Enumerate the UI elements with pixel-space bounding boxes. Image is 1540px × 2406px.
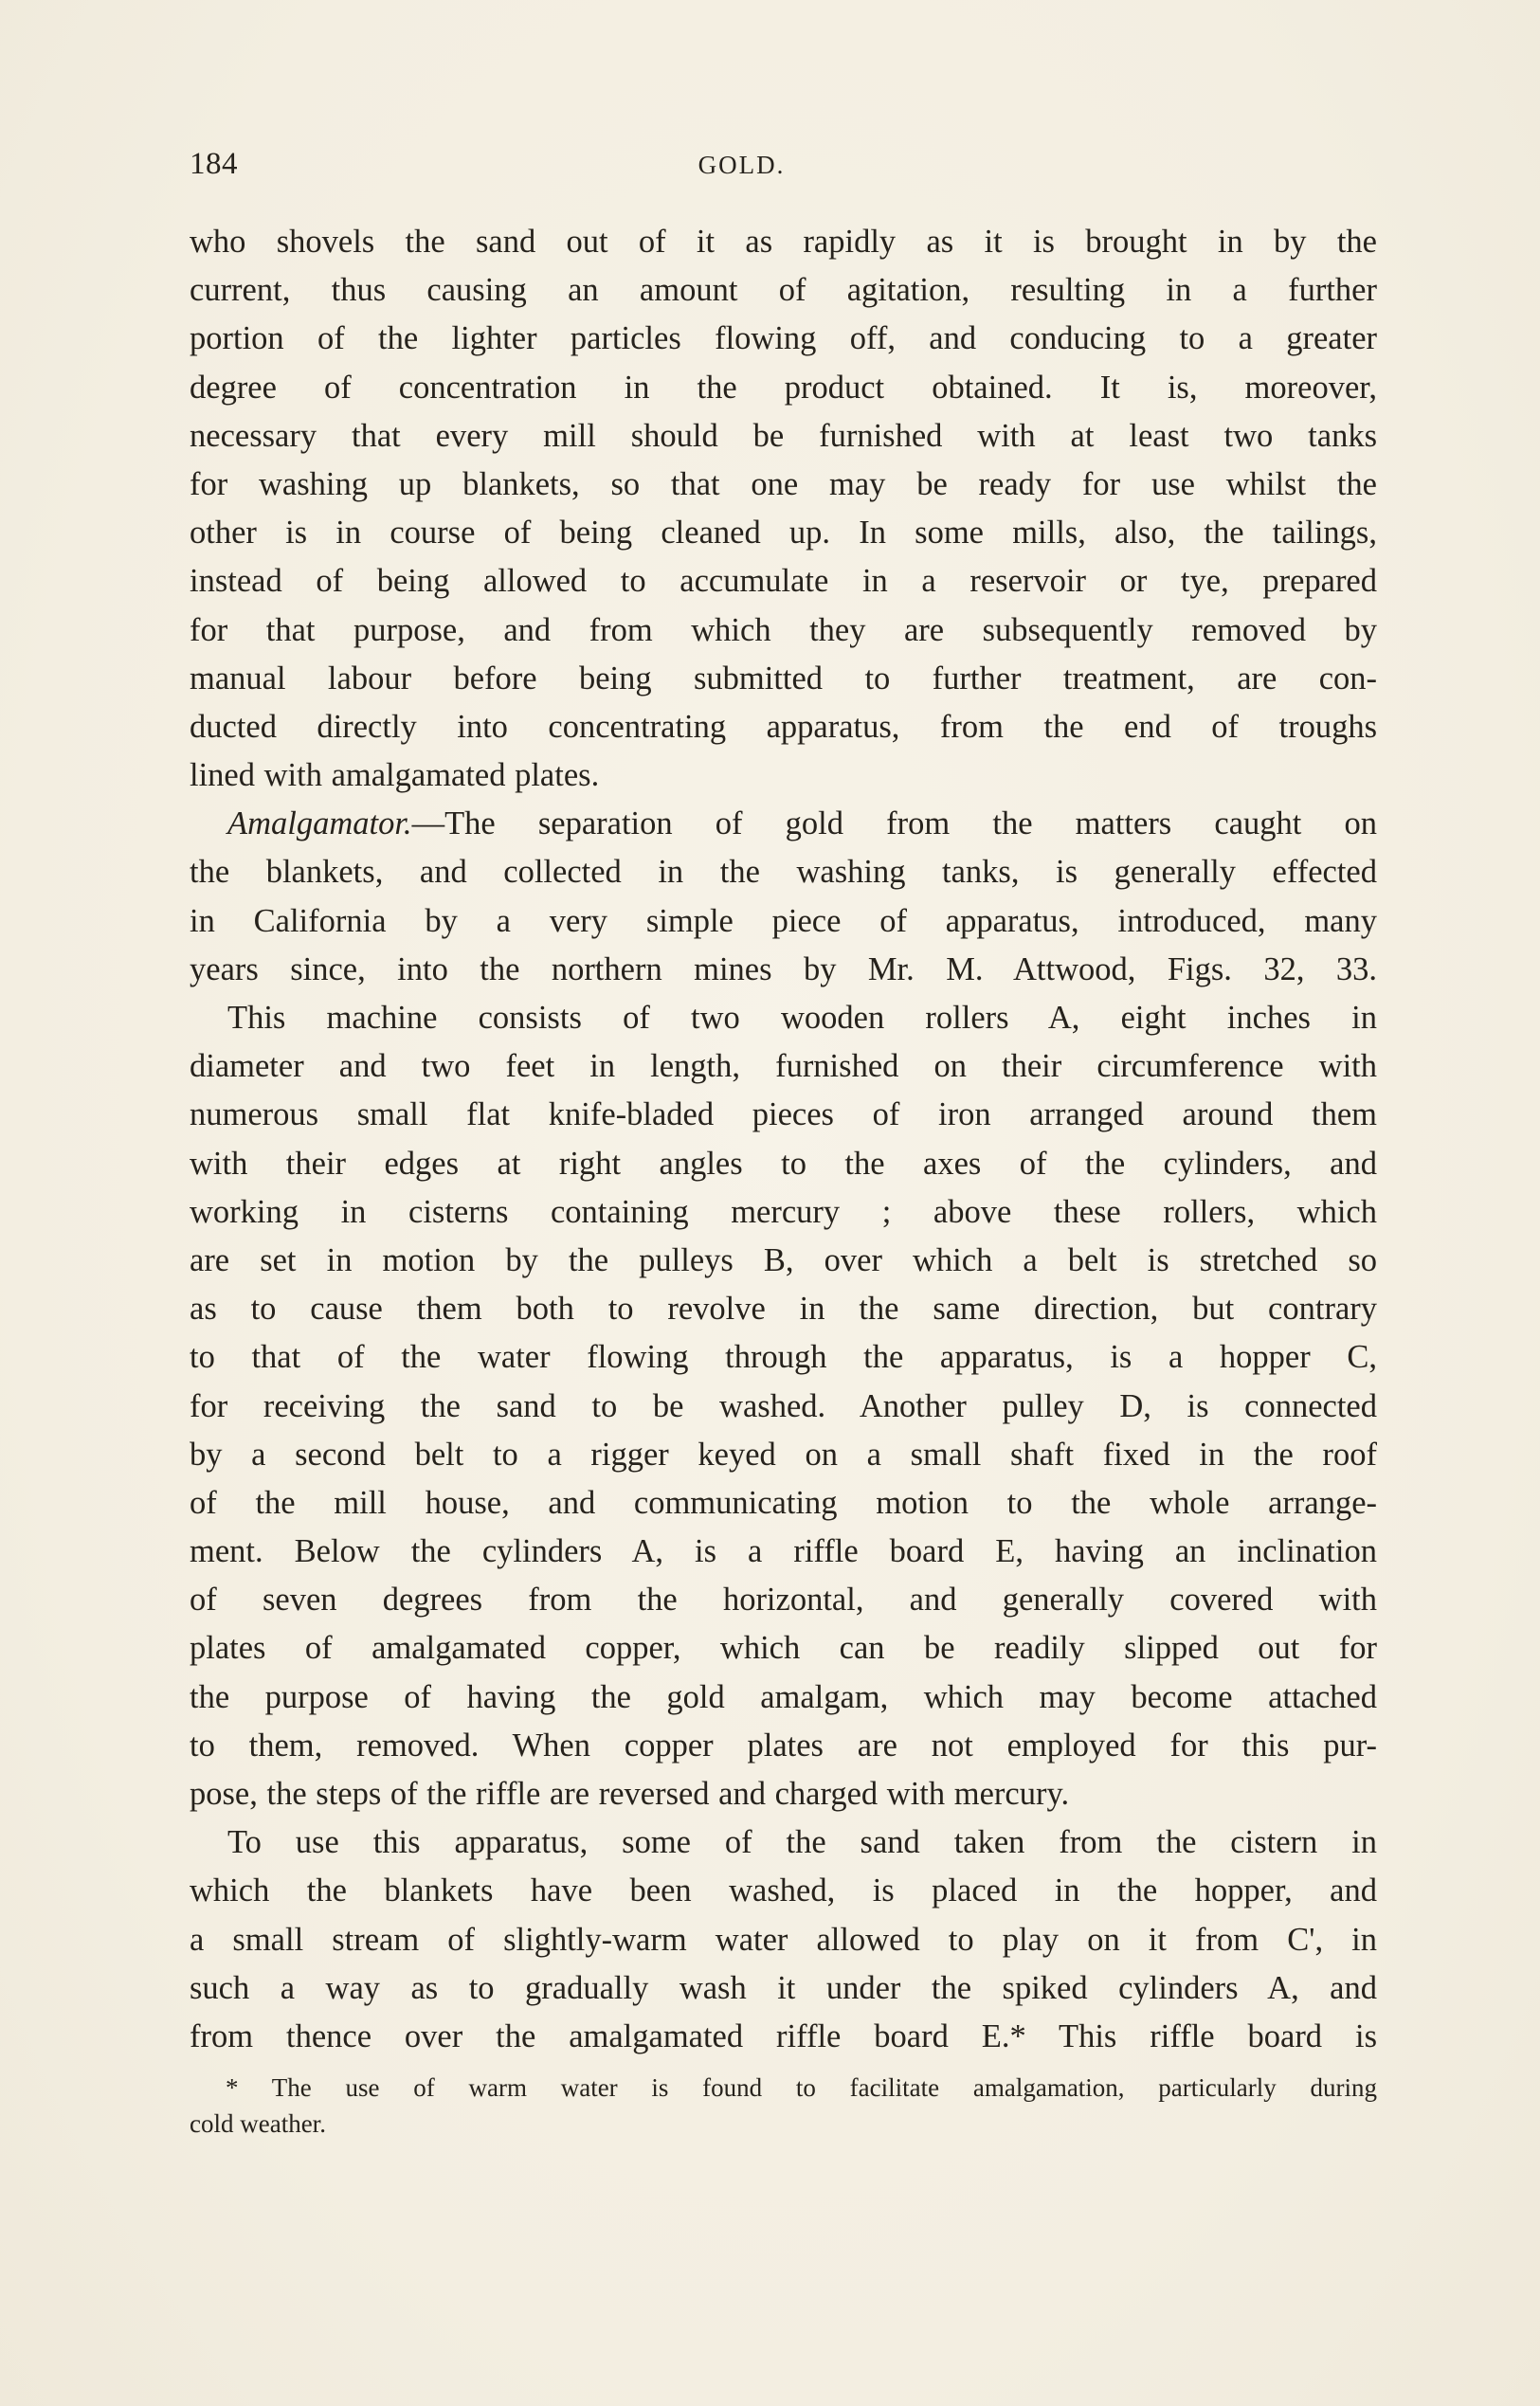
text-line: —The separation of gold from the matters caught on: [411, 805, 1377, 842]
text-line: such a way as to gradually wash it under the spiked cylinders A, and: [190, 1969, 1377, 2006]
text-line: diameter and two feet in length, furnished on their circumference with: [190, 1048, 1377, 1085]
text-line: a small stream of slightly-warm water allowed to play on it from C', in: [190, 1921, 1377, 1958]
text-line: numerous small flat knife-bladed pieces of iron arranged around them: [190, 1096, 1377, 1133]
text-line: instead of being allowed to accumulate in a reservoir or tye, prepared: [190, 563, 1377, 600]
text-line: plates of amalgamated copper, which can be readily slipped out for: [190, 1630, 1377, 1667]
text-line: by a second belt to a rigger keyed on a small shaft fixed in the roof: [190, 1436, 1377, 1473]
running-head: GOLD.: [698, 151, 786, 179]
text-line: necessary that every mill should be furnished with at least two tanks: [190, 417, 1377, 454]
text-line: are set in motion by the pulleys B, over which a belt is stretched so: [190, 1241, 1377, 1278]
text-line: degree of concentration in the product obtained. It is, moreover,: [190, 369, 1377, 406]
text-line: to them, removed. When copper plates are not employed for this pur-: [190, 1727, 1377, 1764]
italic-heading: Amalgamator.: [227, 805, 412, 842]
text-line: which the blankets have been washed, is placed in the hopper, and: [190, 1872, 1377, 1909]
text-line: from thence over the amalgamated riffle board E.* This riffle board is: [190, 2017, 1377, 2054]
text-line: with their edges at right angles to the axes of the cylinders, and: [190, 1145, 1377, 1182]
text-line: of seven degrees from the horizontal, and generally covered with: [190, 1582, 1377, 1619]
paragraph-amalgamator: [190, 800, 1377, 848]
text-line: to that of the water flowing through the apparatus, is a hopper C,: [190, 1339, 1377, 1376]
text-line: the purpose of having the gold amalgam, which may become attached: [190, 1678, 1377, 1715]
footnote-line: * The use of warm water is found to facilitate amalgamation, particularly during: [226, 2073, 1377, 2102]
text-line: for washing up blankets, so that one may be ready for use whilst the: [190, 465, 1377, 502]
page-header: [190, 147, 1379, 194]
text-line: manual labour before being submitted to further treatment, are con-: [190, 660, 1377, 696]
text-line: who shovels the sand out of it as rapidly as it is brought in by the: [190, 224, 1377, 260]
page-number: 184: [190, 147, 238, 181]
text-line: lined with amalgamated plates.: [190, 757, 600, 794]
text-line: ducted directly into concentrating apparatus, from the end of troughs: [190, 708, 1377, 745]
text-line: portion of the lighter particles flowing off, and conducing to a greater: [190, 320, 1377, 357]
text-line: the blankets, and collected in the washing tanks, is generally effected: [190, 854, 1377, 891]
text-line: working in cisterns containing mercury ; above these rollers, which: [190, 1193, 1377, 1230]
text-line: pose, the steps of the riffle are reversed and charged with mercury.: [190, 1776, 1070, 1812]
text-line: To use this apparatus, some of the sand taken from the cistern in: [227, 1824, 1377, 1861]
text-line: This machine consists of two wooden rollers A, eight inches in: [227, 1000, 1377, 1036]
body-text: [190, 218, 1377, 2061]
text-line: other is in course of being cleaned up. In some mills, also, the tailings,: [190, 515, 1377, 552]
text-line: in California by a very simple piece of apparatus, introduced, many: [190, 902, 1377, 939]
text-line: as to cause them both to revolve in the same direction, but contrary: [190, 1291, 1377, 1328]
text-line: current, thus causing an amount of agitation, resulting in a further: [190, 272, 1377, 309]
text-line: for that purpose, and from which they are subsequently removed by: [190, 611, 1377, 648]
text-line: ment. Below the cylinders A, is a riffle board E, having an inclination: [190, 1533, 1377, 1570]
text-line: years since, into the northern mines by Mr. M. Attwood, Figs. 32, 33.: [190, 950, 1377, 987]
footnote-line: cold weather.: [190, 2109, 326, 2138]
text-line: for receiving the sand to be washed. Another pulley D, is connected: [190, 1387, 1377, 1424]
footnote: [190, 2070, 1377, 2142]
text-line: of the mill house, and communicating motion to the whole arrange-: [190, 1484, 1377, 1521]
